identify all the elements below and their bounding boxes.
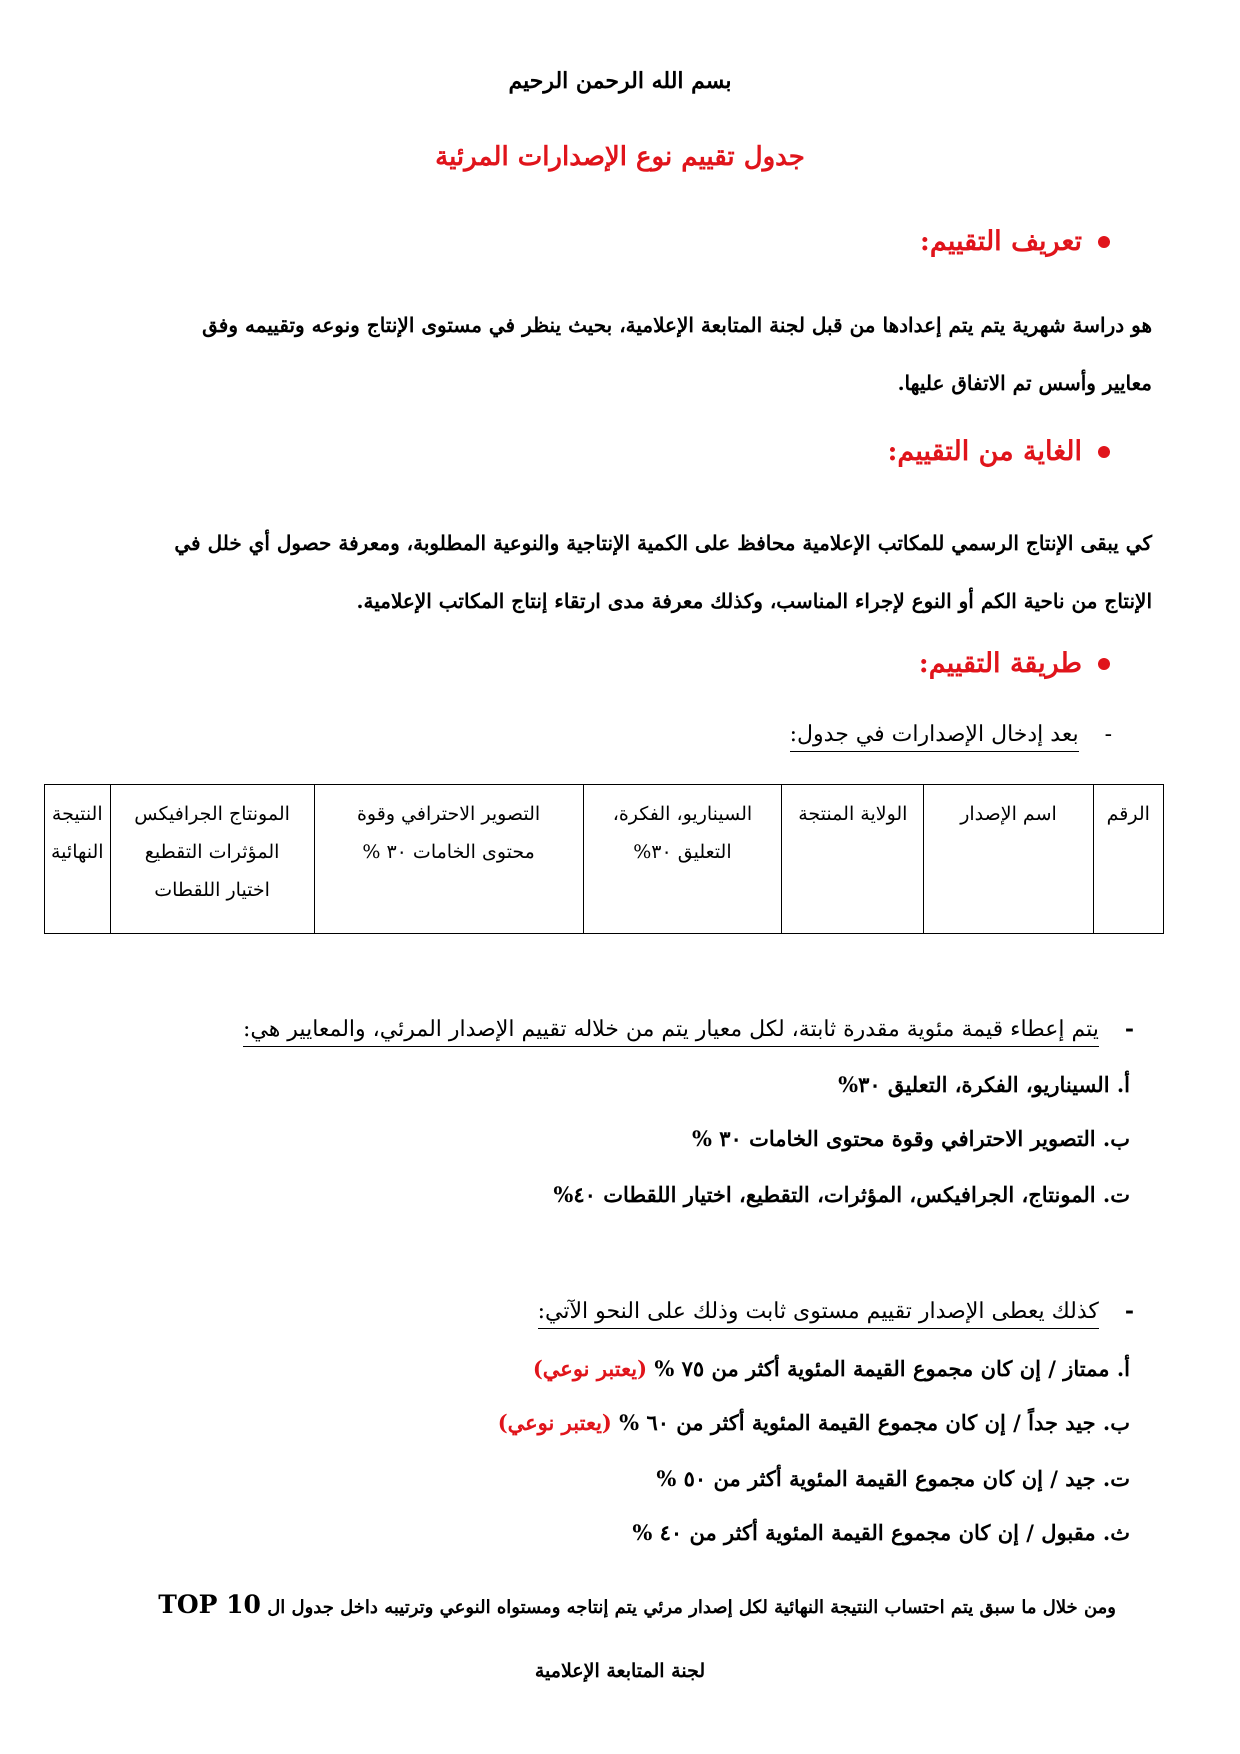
quality-note: (يعتبر نوعي) bbox=[532, 1356, 648, 1381]
page-title: جدول تقييم نوع الإصدارات المرئية bbox=[435, 142, 805, 172]
criteria-intro-text: يتم إعطاء قيمة مئوية مقدرة ثابتة، لكل معيار يتم من خلاله تقييم الإصدار المرئي، والمعايير هي: bbox=[243, 1017, 1099, 1047]
method-heading-text: طريقة التقييم: bbox=[918, 648, 1082, 679]
bullet-icon bbox=[1098, 658, 1110, 670]
goal-heading-text: الغاية من التقييم: bbox=[887, 436, 1082, 467]
definition-heading bbox=[920, 226, 1110, 257]
level-item-acceptable: ث. مقبول / إن كان مجموع القيمة المئوية أكثر من ٤٠ % bbox=[632, 1520, 1130, 1545]
top10-label: TOP 10 bbox=[158, 1590, 261, 1619]
dash-marker: - bbox=[1104, 722, 1112, 747]
table-header-final-result: النتيجة النهائية bbox=[45, 785, 111, 934]
definition-paragraph bbox=[88, 296, 1152, 412]
table-header-release-name: اسم الإصدار bbox=[924, 785, 1093, 934]
criteria-intro bbox=[243, 1016, 1134, 1047]
method-heading bbox=[919, 648, 1110, 679]
table-row bbox=[45, 785, 1164, 934]
method-intro bbox=[790, 722, 1112, 752]
goal-heading bbox=[887, 436, 1110, 467]
table-header-producing-province: الولاية المنتجة bbox=[782, 785, 924, 934]
dash-marker: - bbox=[1124, 1298, 1134, 1324]
closing-statement bbox=[158, 1590, 1116, 1619]
level-item-very-good: ب. جيد جداً / إن كان مجموع القيمة المئوية أكثر من ٦٠ % (يعتبر نوعي) bbox=[497, 1410, 1130, 1435]
definition-line-1: هو دراسة شهرية يتم يتم إعدادها من قبل لجنة المتابعة الإعلامية، بحيث ينظر في مستوى الإنتاج ونوعه وتقييمه وفق bbox=[202, 313, 1152, 337]
table-header-number: الرقم bbox=[1093, 785, 1163, 934]
level-item-excellent: أ. ممتاز / إن كان مجموع القيمة المئوية أكثر من ٧٥ % (يعتبر نوعي) bbox=[532, 1356, 1130, 1381]
definition-heading-text: تعريف التقييم: bbox=[919, 226, 1082, 257]
goal-line-2: الإنتاج من ناحية الكم أو النوع لإجراء المناسب، وكذلك معرفة مدى ارتقاء إنتاج المكاتب الإعلامية. bbox=[356, 589, 1152, 613]
quality-note: (يعتبر نوعي) bbox=[497, 1410, 612, 1435]
bullet-icon bbox=[1098, 236, 1110, 248]
levels-intro bbox=[538, 1298, 1134, 1329]
goal-paragraph bbox=[88, 514, 1152, 630]
bullet-icon bbox=[1098, 446, 1110, 458]
table-header-scenario: السيناريو، الفكرة، التعليق ٣٠% bbox=[583, 785, 782, 934]
criteria-item-a: أ. السيناريو، الفكرة، التعليق ٣٠% bbox=[838, 1072, 1130, 1097]
goal-line-1: كي يبقى الإنتاج الرسمي للمكاتب الإعلامية محافظ على الكمية الإنتاجية والنوعية المطلوبة، ومعرفة حصول أي خلل في bbox=[174, 531, 1152, 555]
criteria-item-t: ت. المونتاج، الجرافيكس، المؤثرات، التقطيع، اختيار اللقطات ٤٠% bbox=[553, 1182, 1130, 1207]
basmala: بسم الله الرحمن الرحيم bbox=[508, 68, 732, 94]
criteria-item-b: ب. التصوير الاحترافي وقوة محتوى الخامات ٣٠ % bbox=[692, 1126, 1130, 1151]
closing-text: ومن خلال ما سبق يتم احتساب النتيجة النهائية لكل إصدار مرئي يتم إنتاجه ومستواه النوعي وترتيبه داخل جدول ال bbox=[267, 1597, 1116, 1618]
method-intro-text: بعد إدخال الإصدارات في جدول: bbox=[790, 722, 1079, 752]
dash-marker: - bbox=[1124, 1016, 1134, 1042]
table-header-filming: التصوير الاحترافي وقوة محتوى الخامات ٣٠ % bbox=[314, 785, 583, 934]
definition-line-2: معايير وأسس تم الاتفاق عليها. bbox=[897, 371, 1152, 395]
footer-signature: لجنة المتابعة الإعلامية bbox=[534, 1660, 706, 1682]
table-header-editing: المونتاج الجرافيكس المؤثرات التقطيع اختيار اللقطات bbox=[110, 785, 314, 934]
level-item-good: ت. جيد / إن كان مجموع القيمة المئوية أكثر من ٥٠ % bbox=[656, 1466, 1130, 1491]
evaluation-table bbox=[44, 784, 1164, 934]
levels-intro-text: كذلك يعطى الإصدار تقييم مستوى ثابت وذلك على النحو الآتي: bbox=[538, 1299, 1099, 1329]
